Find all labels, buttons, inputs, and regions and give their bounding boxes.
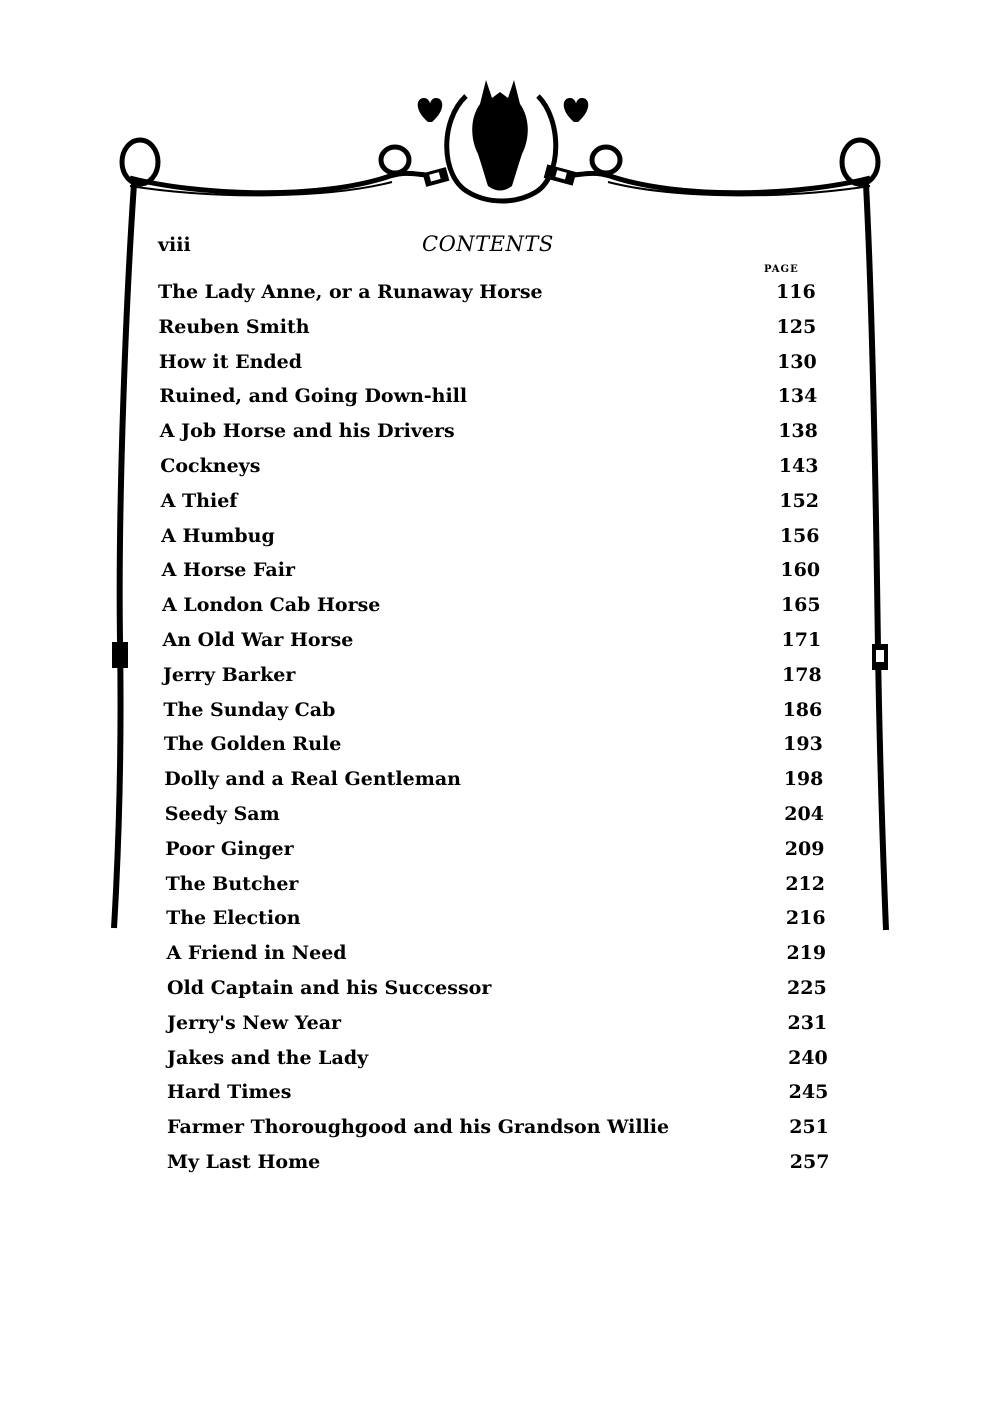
page-title: CONTENTS xyxy=(422,232,554,256)
toc-entry-title: The Lady Anne, or a Runaway Horse xyxy=(158,281,543,303)
toc-entry-title: The Election xyxy=(166,907,301,930)
page-number: viii xyxy=(158,234,191,256)
right-heart-icon xyxy=(564,98,589,122)
toc-entry-page: 186 xyxy=(782,698,823,721)
toc-entry-page: 251 xyxy=(789,1116,829,1139)
toc-entry-title: Cockneys xyxy=(160,455,261,477)
toc-entry-page: 178 xyxy=(782,663,822,686)
toc-entry-title: Farmer Thoroughgood and his Grandson Willie xyxy=(167,1116,670,1139)
toc-entry-page: 165 xyxy=(780,594,821,617)
toc-entry-page: 209 xyxy=(784,837,825,860)
toc-entry-page: 125 xyxy=(776,315,817,338)
toc-entry-title: An Old War Horse xyxy=(162,629,354,651)
toc-entry-page: 130 xyxy=(777,350,817,373)
toc-entry-page: 257 xyxy=(789,1151,830,1173)
toc-entry-title: A Job Horse and his Drivers xyxy=(159,420,455,443)
toc-entry-title: The Sunday Cab xyxy=(163,698,336,721)
toc-entry-page: 225 xyxy=(787,977,827,999)
toc-entry-title: A London Cab Horse xyxy=(162,594,381,617)
toc-entry-title: Jakes and the Lady xyxy=(167,1046,369,1069)
toc-entry-page: 134 xyxy=(777,385,818,408)
toc-entry-page: 216 xyxy=(785,907,826,930)
toc-entry-title: A Thief xyxy=(160,489,238,512)
toc-entry-page: 193 xyxy=(783,733,823,756)
toc-entry-page: 245 xyxy=(788,1081,829,1104)
toc-entry-title: Ruined, and Going Down-hill xyxy=(159,385,468,408)
toc-entry-title: Reuben Smith xyxy=(158,315,310,338)
toc-entry-title: Poor Ginger xyxy=(165,837,294,860)
toc-entry-page: 204 xyxy=(784,803,824,825)
toc-entry-title: How it Ended xyxy=(158,350,303,373)
toc-entry-title: Jerry Barker xyxy=(162,663,296,686)
toc-entry-title: Hard Times xyxy=(167,1081,292,1104)
toc-entry-page: 152 xyxy=(779,489,819,512)
toc-entry-title: A Humbug xyxy=(161,524,275,547)
horse-head-icon xyxy=(472,80,528,191)
toc-entry-title: The Butcher xyxy=(165,872,299,895)
page-column-label: PAGE xyxy=(764,264,799,275)
toc-entry-title: Old Captain and his Successor xyxy=(167,977,492,999)
toc-entry-page: 171 xyxy=(781,629,822,651)
toc-entry-page: 212 xyxy=(785,872,825,895)
toc-entry-title: The Golden Rule xyxy=(163,733,342,756)
toc-entry-page: 231 xyxy=(787,1011,828,1034)
toc-entry-page: 143 xyxy=(778,455,819,477)
toc-entry-page: 219 xyxy=(786,942,827,965)
toc-entry-page: 156 xyxy=(779,524,820,547)
toc-entry-title: A Friend in Need xyxy=(166,942,347,965)
toc-entry-title: A Horse Fair xyxy=(161,559,295,582)
toc-entry-page: 116 xyxy=(776,281,816,303)
toc-entry-page: 138 xyxy=(778,420,818,443)
left-heart-icon xyxy=(418,98,443,122)
toc-entry-title: My Last Home xyxy=(167,1151,321,1173)
toc-entry-title: Jerry's New Year xyxy=(167,1011,342,1034)
toc-entry-page: 160 xyxy=(780,559,821,582)
toc-entry-page: 198 xyxy=(783,768,824,791)
toc-entry-page: 240 xyxy=(788,1046,828,1069)
toc-entry-title: Seedy Sam xyxy=(164,803,280,825)
toc-entry-title: Dolly and a Real Gentleman xyxy=(164,768,461,791)
